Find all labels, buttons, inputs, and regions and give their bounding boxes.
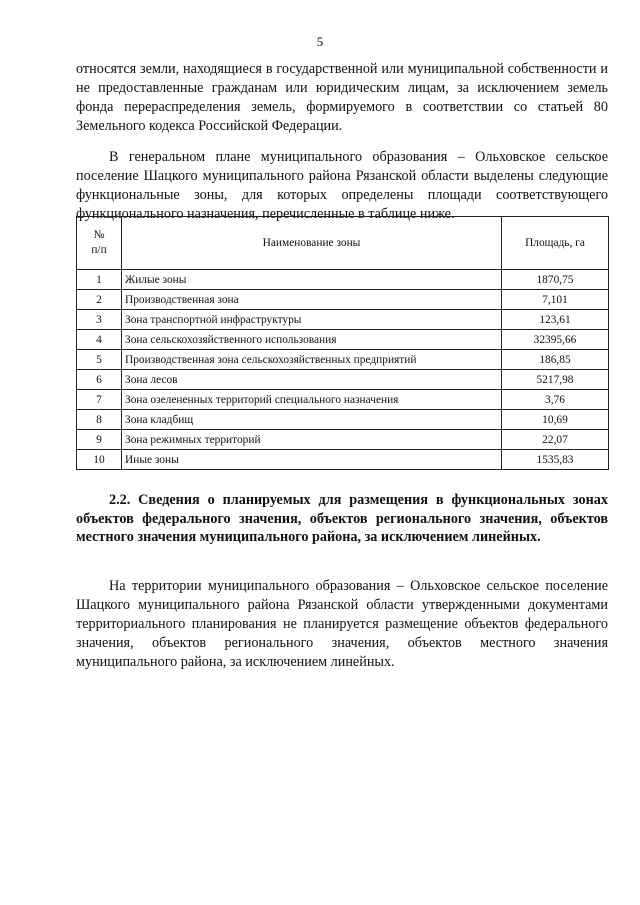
row-number: 4 [77,330,122,350]
row-number: 6 [77,370,122,390]
table-row [77,290,609,310]
table-row [77,410,609,430]
table-row [77,450,609,470]
table-row [77,330,609,350]
header-zone-name: Наименование зоны [122,217,502,270]
row-zone-name: Производственная зона [122,290,502,310]
page-number: 5 [316,34,324,49]
row-number: 3 [77,310,122,330]
table-row [77,390,609,410]
row-zone-name: Зона кладбищ [122,410,502,430]
row-area: 32395,66 [502,330,609,350]
row-zone-name: Зона транспортной инфраструктуры [122,310,502,330]
table-row [77,430,609,450]
row-zone-name: Производственная зона сельскохозяйственных предприятий [122,350,502,370]
row-number: 1 [77,270,122,290]
paragraph-land-definition: относятся земли, находящиеся в государственной или муниципальной собственности и не предоставленные гражданам или юридическим лицам, за исключением земель фонда перераспределения земель, формируемого в соответствии со статьей 80 Земельного кодекса Российской Федерации. [76,61,608,134]
row-area: 186,85 [502,350,609,370]
table-row [77,370,609,390]
row-area: 7,101 [502,290,609,310]
row-number: 5 [77,350,122,370]
table-row [77,350,609,370]
row-zone-name: Зона лесов [122,370,502,390]
row-zone-name: Иные зоны [122,450,502,470]
header-number-symbol: № [93,229,105,241]
row-zone-name: Жилые зоны [122,270,502,290]
row-number: 8 [77,410,122,430]
row-area: 5217,98 [502,370,609,390]
paragraph-functional-zones-intro: В генеральном плане муниципального образования – Ольховское сельское поселение Шацкого муниципального района Рязанской области выделены следующие функциональные зоны, для которых определены площади соответствующего функционального назначения, перечисленные в таблице ниже. [76,149,608,222]
row-area: 1535,83 [502,450,609,470]
row-area: 22,07 [502,430,609,450]
row-area: 1870,75 [502,270,609,290]
table-body [77,270,609,470]
row-number: 2 [77,290,122,310]
section-heading-2-2: 2.2. Сведения о планируемых для размещения в функциональных зонах объектов федерального значения, объектов регионального значения, объектов местного значения муниципального района, за исключением линейных. [76,492,608,545]
header-number [77,217,122,270]
paragraph-no-planned-objects: На территории муниципального образования – Ольховское сельское поселение Шацкого муниципального района Рязанской области утвержденными документами территориального планирования не планируется размещение объектов федерального значения, объектов регионального значения, объектов местного значения муниципального района, за исключением линейных. [76,578,608,670]
row-number: 7 [77,390,122,410]
row-area: 3,76 [502,390,609,410]
table-row [77,310,609,330]
header-area: Площадь, га [502,217,609,270]
row-zone-name: Зона озелененных территорий специального назначения [122,390,502,410]
row-number: 9 [77,430,122,450]
row-number: 10 [77,450,122,470]
row-zone-name: Зона режимных территорий [122,430,502,450]
table-header-row [77,217,609,270]
table-row [77,270,609,290]
row-area: 10,69 [502,410,609,430]
functional-zones-table [76,216,609,470]
row-area: 123,61 [502,310,609,330]
row-zone-name: Зона сельскохозяйственного использования [122,330,502,350]
header-number-abbr: п/п [91,244,107,256]
